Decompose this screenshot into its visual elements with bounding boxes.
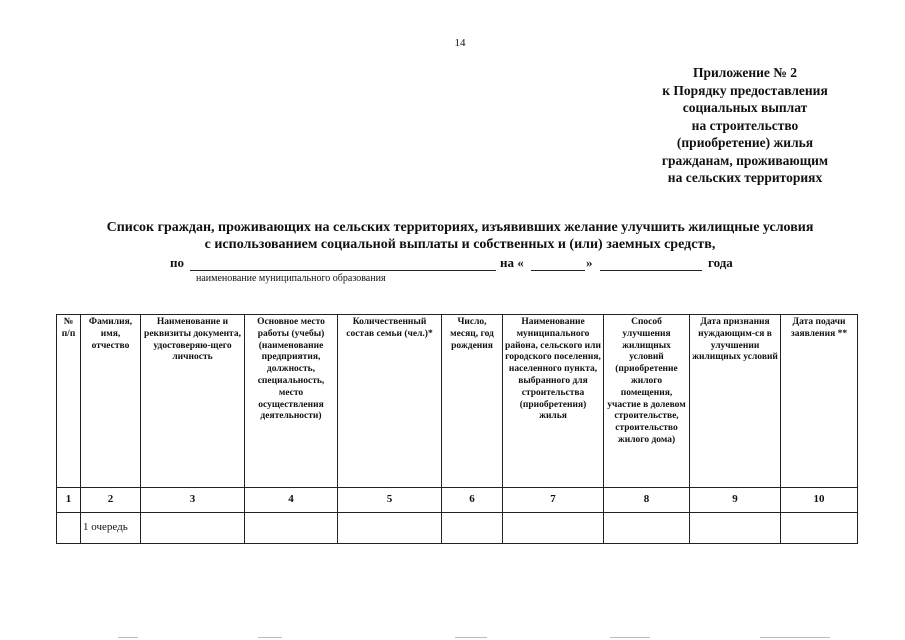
table-cell — [338, 513, 442, 544]
column-number: 6 — [442, 488, 503, 513]
header-cell: Наименование муниципального района, сельского или городского поселения, населенного пункта, выбранного для строительства (приобретения) жилья — [503, 315, 604, 488]
page-number: 14 — [454, 37, 466, 49]
header-cell: Фамилия, имя, отчество — [81, 315, 141, 488]
appendix-line: на строительство — [691, 117, 799, 133]
municipality-caption: наименование муниципального образования — [196, 273, 386, 284]
appendix-line: (приобретение) жилья — [676, 135, 814, 150]
column-number: 7 — [503, 488, 604, 513]
column-number: 3 — [141, 488, 245, 513]
appendix-line: к Порядку предоставления — [662, 82, 828, 98]
table-cell — [141, 513, 245, 544]
day-blank — [531, 256, 585, 271]
table-cell — [781, 513, 858, 544]
header-cell: Дата признания нуждающим-ся в улучшении жилищных условий — [690, 315, 781, 488]
column-number: 9 — [690, 488, 781, 513]
scan-artifact — [258, 637, 282, 638]
header-cell: Наименование и реквизиты документа, удостоверяю-щего личность — [141, 315, 245, 488]
municipality-blank — [190, 256, 496, 271]
citizens-table — [56, 314, 858, 544]
column-number: 5 — [338, 488, 442, 513]
month-blank — [600, 256, 702, 271]
header-cell: Основное место работы (учебы) (наименование предприятия, должность, специальность, место осуществления деятельности) — [245, 315, 338, 488]
column-number-row — [57, 488, 858, 513]
document-title — [40, 219, 880, 253]
table-cell — [690, 513, 781, 544]
table-cell — [442, 513, 503, 544]
municipality-date-line — [170, 255, 750, 273]
scan-artifact — [455, 637, 487, 638]
appendix-line: Приложение № 2 — [693, 65, 797, 80]
appendix-line: на сельских территориях — [667, 170, 823, 185]
column-number: 8 — [604, 488, 690, 513]
table-row — [57, 513, 858, 544]
table-cell — [503, 513, 604, 544]
appendix-line: социальных выплат — [682, 100, 808, 115]
header-cell: № п/п — [57, 315, 81, 488]
column-number: 2 — [81, 488, 141, 513]
table-cell — [57, 513, 81, 544]
year-label: года — [708, 255, 733, 270]
date-open-label: на « — [500, 255, 524, 270]
column-number: 1 — [57, 488, 81, 513]
appendix-line: гражданам, проживающим — [661, 152, 829, 168]
header-cell: Дата подачи заявления ** — [781, 315, 858, 488]
by-label: по — [170, 255, 184, 270]
header-cell: Способ улучшения жилищных условий (приобретение жилого помещения, участие в долевом строительстве, строительство жилого дома) — [604, 315, 690, 488]
scan-artifact — [118, 637, 138, 638]
column-number: 10 — [781, 488, 858, 513]
queue-label: 1 очередь — [81, 513, 141, 544]
date-close-label: » — [586, 255, 593, 270]
table-cell — [245, 513, 338, 544]
table-cell — [604, 513, 690, 544]
header-cell: Число, месяц, год рождения — [442, 315, 503, 488]
header-cell: Количественный состав семьи (чел.)* — [338, 315, 442, 488]
table-header-row — [57, 315, 858, 488]
title-line-1: Список граждан, проживающих на сельских территориях, изъявивших желание улучшить жилищные условия — [106, 220, 814, 235]
appendix-block — [630, 64, 860, 187]
title-line-2: с использованием социальной выплаты и собственных и (или) заемных средств, — [204, 237, 716, 252]
scan-artifact — [610, 637, 650, 638]
column-number: 4 — [245, 488, 338, 513]
scan-artifact — [760, 637, 830, 638]
